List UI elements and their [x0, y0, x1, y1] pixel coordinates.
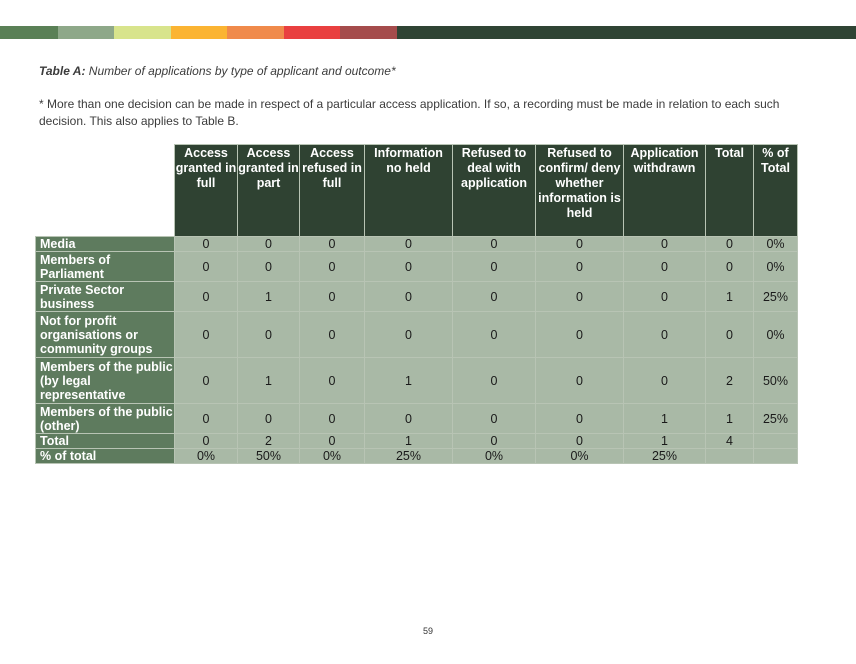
- header-corner: [36, 145, 175, 237]
- table-cell: 25%: [754, 282, 798, 312]
- table-cell: 0%: [536, 449, 624, 464]
- stripe-segment: [397, 26, 856, 39]
- table-row: [36, 237, 798, 252]
- table-cell: 0: [624, 312, 706, 358]
- table-row: [36, 449, 798, 464]
- row-header: Private Sector business: [36, 282, 175, 312]
- table-cell: 0: [300, 312, 365, 358]
- table-cell: 0: [175, 434, 238, 449]
- table-cell: 4: [706, 434, 754, 449]
- table-cell: 0: [175, 312, 238, 358]
- table-cell: 0%: [754, 252, 798, 282]
- table-cell: [754, 434, 798, 449]
- table-cell: 0: [175, 237, 238, 252]
- table-cell: 0: [536, 434, 624, 449]
- table-title-label: Table A:: [39, 64, 86, 78]
- table-cell: 1: [238, 282, 300, 312]
- table-cell: 0: [238, 237, 300, 252]
- table-cell: 2: [706, 358, 754, 404]
- table-cell: 0: [624, 252, 706, 282]
- table-cell: 0: [624, 282, 706, 312]
- table-cell: 0: [453, 312, 536, 358]
- table-cell: 0: [175, 282, 238, 312]
- column-header: Access granted in part: [238, 145, 300, 237]
- table-row: [36, 312, 798, 358]
- table-cell: 0%: [754, 237, 798, 252]
- table-cell: 0: [238, 404, 300, 434]
- table-cell: 0: [365, 282, 453, 312]
- table-title: [39, 64, 396, 78]
- table-cell: 0: [365, 252, 453, 282]
- table-cell: 1: [238, 358, 300, 404]
- table-body: [36, 237, 798, 464]
- table-row: [36, 282, 798, 312]
- row-header: Members of the public (by legal representative: [36, 358, 175, 404]
- table-cell: 0: [453, 282, 536, 312]
- row-header: Total: [36, 434, 175, 449]
- table-title-text: Number of applications by type of applicant and outcome*: [88, 64, 396, 78]
- table-cell: 0: [365, 237, 453, 252]
- table-cell: 0: [536, 312, 624, 358]
- table-cell: 0: [536, 237, 624, 252]
- table-cell: 0: [300, 404, 365, 434]
- row-header: Not for profit organisations or community groups: [36, 312, 175, 358]
- page-number: 59: [422, 626, 433, 636]
- row-header: Members of the public (other): [36, 404, 175, 434]
- table-cell: 50%: [238, 449, 300, 464]
- table-cell: 0: [536, 252, 624, 282]
- table-cell: 0: [536, 358, 624, 404]
- table-cell: 0: [300, 252, 365, 282]
- table-cell: 0: [706, 237, 754, 252]
- table-cell: 0: [536, 282, 624, 312]
- table-cell: 1: [624, 404, 706, 434]
- table-row: [36, 252, 798, 282]
- table-cell: 0: [706, 312, 754, 358]
- table-cell: 1: [365, 358, 453, 404]
- table-row: [36, 434, 798, 449]
- header-row: [36, 145, 798, 237]
- table-cell: 1: [365, 434, 453, 449]
- table-cell: 0: [706, 252, 754, 282]
- column-header: Access granted in full: [175, 145, 238, 237]
- table-cell: 0: [624, 358, 706, 404]
- table-cell: 25%: [754, 404, 798, 434]
- table-cell: 0%: [175, 449, 238, 464]
- row-header: % of total: [36, 449, 175, 464]
- table-cell: 2: [238, 434, 300, 449]
- table-row: [36, 404, 798, 434]
- row-header: Media: [36, 237, 175, 252]
- table-cell: 1: [706, 282, 754, 312]
- column-header: Information no held: [365, 145, 453, 237]
- column-header: Access refused in full: [300, 145, 365, 237]
- table-cell: 0: [300, 434, 365, 449]
- table-cell: 0: [453, 404, 536, 434]
- stripe-segment: [171, 26, 227, 39]
- table-row: [36, 358, 798, 404]
- row-header: Members of Parliament: [36, 252, 175, 282]
- table-cell: 0: [536, 404, 624, 434]
- table-cell: 0: [453, 434, 536, 449]
- table-cell: 0: [175, 404, 238, 434]
- stripe-segment: [58, 26, 114, 39]
- table-cell: 50%: [754, 358, 798, 404]
- table-cell: [754, 449, 798, 464]
- decorative-color-stripe: [0, 26, 856, 39]
- table-cell: 0: [300, 237, 365, 252]
- table-cell: [706, 449, 754, 464]
- table-cell: 0: [300, 358, 365, 404]
- stripe-segment: [0, 26, 58, 39]
- stripe-segment: [114, 26, 171, 39]
- column-header: Refused to deal with application: [453, 145, 536, 237]
- column-header: Total: [706, 145, 754, 237]
- table-cell: 0: [453, 252, 536, 282]
- table-cell: 0: [300, 282, 365, 312]
- table-cell: 1: [706, 404, 754, 434]
- table-cell: 0%: [754, 312, 798, 358]
- table-cell: 0: [365, 404, 453, 434]
- column-header: % of Total: [754, 145, 798, 237]
- table-cell: 1: [624, 434, 706, 449]
- table-cell: 0%: [300, 449, 365, 464]
- table-cell: 0: [624, 237, 706, 252]
- table-cell: 0: [175, 252, 238, 282]
- column-header: Application withdrawn: [624, 145, 706, 237]
- column-header: Refused to confirm/ deny whether information is held: [536, 145, 624, 237]
- table-cell: 0%: [453, 449, 536, 464]
- table-cell: 0: [238, 252, 300, 282]
- table-cell: 25%: [365, 449, 453, 464]
- footnote-text: * More than one decision can be made in respect of a particular access application. If so, a recording must be made in relation to each such decision. This also applies to Table B.: [39, 97, 780, 128]
- stripe-segment: [340, 26, 397, 39]
- table-cell: 0: [453, 358, 536, 404]
- table-cell: 0: [238, 312, 300, 358]
- table-cell: 25%: [624, 449, 706, 464]
- stripe-segment: [284, 26, 340, 39]
- table-cell: 0: [453, 237, 536, 252]
- table-cell: 0: [175, 358, 238, 404]
- applications-table: [35, 144, 798, 464]
- stripe-segment: [227, 26, 284, 39]
- table-cell: 0: [365, 312, 453, 358]
